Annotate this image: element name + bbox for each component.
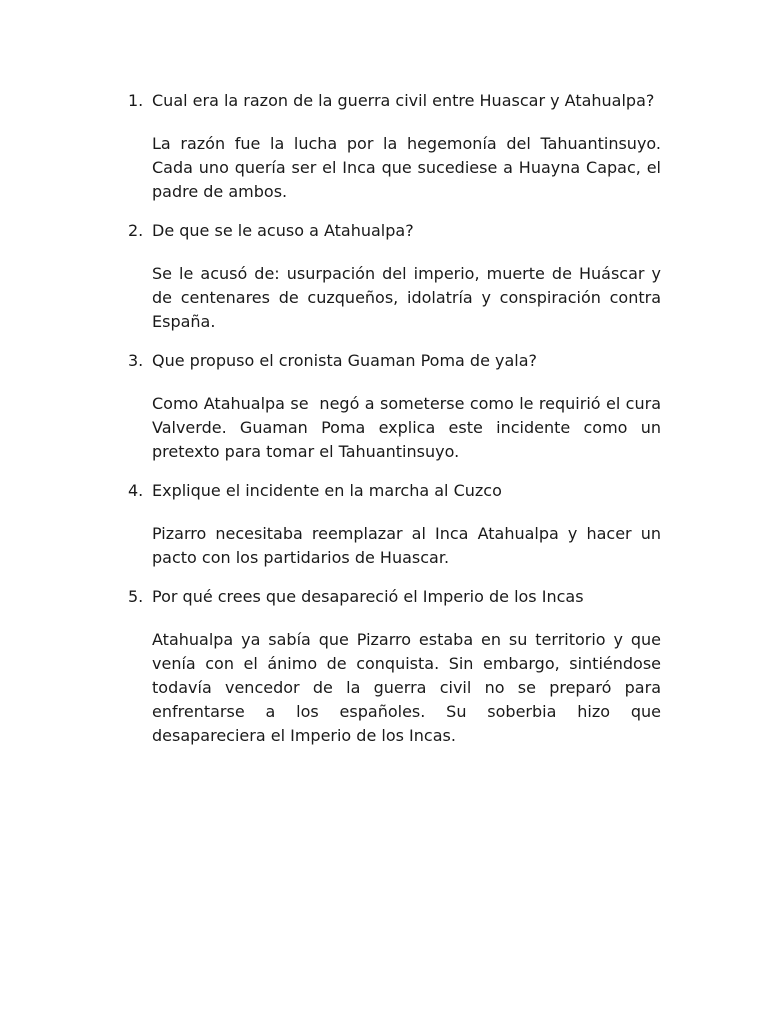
question-5 (128, 585, 661, 609)
question-text: Por qué crees que desapareció el Imperio de los Incas (152, 587, 584, 606)
question-text: Que propuso el cronista Guaman Poma de yala? (152, 351, 538, 370)
question-list (128, 89, 667, 763)
list-item (128, 219, 667, 334)
question-text: De que se le acuso a Atahualpa? (152, 221, 414, 240)
question-number: 2. (128, 221, 144, 240)
list-item (128, 585, 667, 748)
answer-4: Pizarro necesitaba reemplazar al Inca Atahualpa y hacer un pacto con los partidarios de Huascar. (152, 524, 667, 567)
answer-3: Como Atahualpa se negó a someterse como le requirió el cura Valverde. Guaman Poma explica este incidente como un pretexto para tomar el Tahuantinsuyo. (152, 394, 667, 461)
question-1 (128, 89, 661, 113)
list-item (128, 479, 667, 570)
question-number: 4. (128, 481, 144, 500)
question-number: 1. (128, 91, 144, 110)
question-2 (128, 219, 661, 243)
list-item (128, 89, 667, 204)
question-3 (128, 349, 661, 373)
answer-1: La razón fue la lucha por la hegemonía del Tahuantinsuyo. Cada uno quería ser el Inca que sucediese a Huayna Capac, el padre de ambos. (152, 134, 667, 201)
answer-5: Atahualpa ya sabía que Pizarro estaba en su territorio y que venía con el ánimo de conquista. Sin embargo, sintiéndose todavía vencedor de la guerra civil no se preparó para enfrentarse a los españoles. Su soberbia hizo que desapareciera el Imperio de los Incas. (152, 630, 667, 745)
question-number: 5. (128, 587, 144, 606)
question-text: Explique el incidente en la marcha al Cuzco (152, 481, 502, 500)
question-4 (128, 479, 661, 503)
question-number: 3. (128, 351, 144, 370)
question-text: Cual era la razon de la guerra civil entre Huascar y Atahualpa? (152, 91, 655, 110)
answer-2: Se le acusó de: usurpación del imperio, muerte de Huáscar y de centenares de cuzqueños, idolatría y conspiración contra España. (152, 264, 667, 331)
list-item (128, 349, 667, 464)
